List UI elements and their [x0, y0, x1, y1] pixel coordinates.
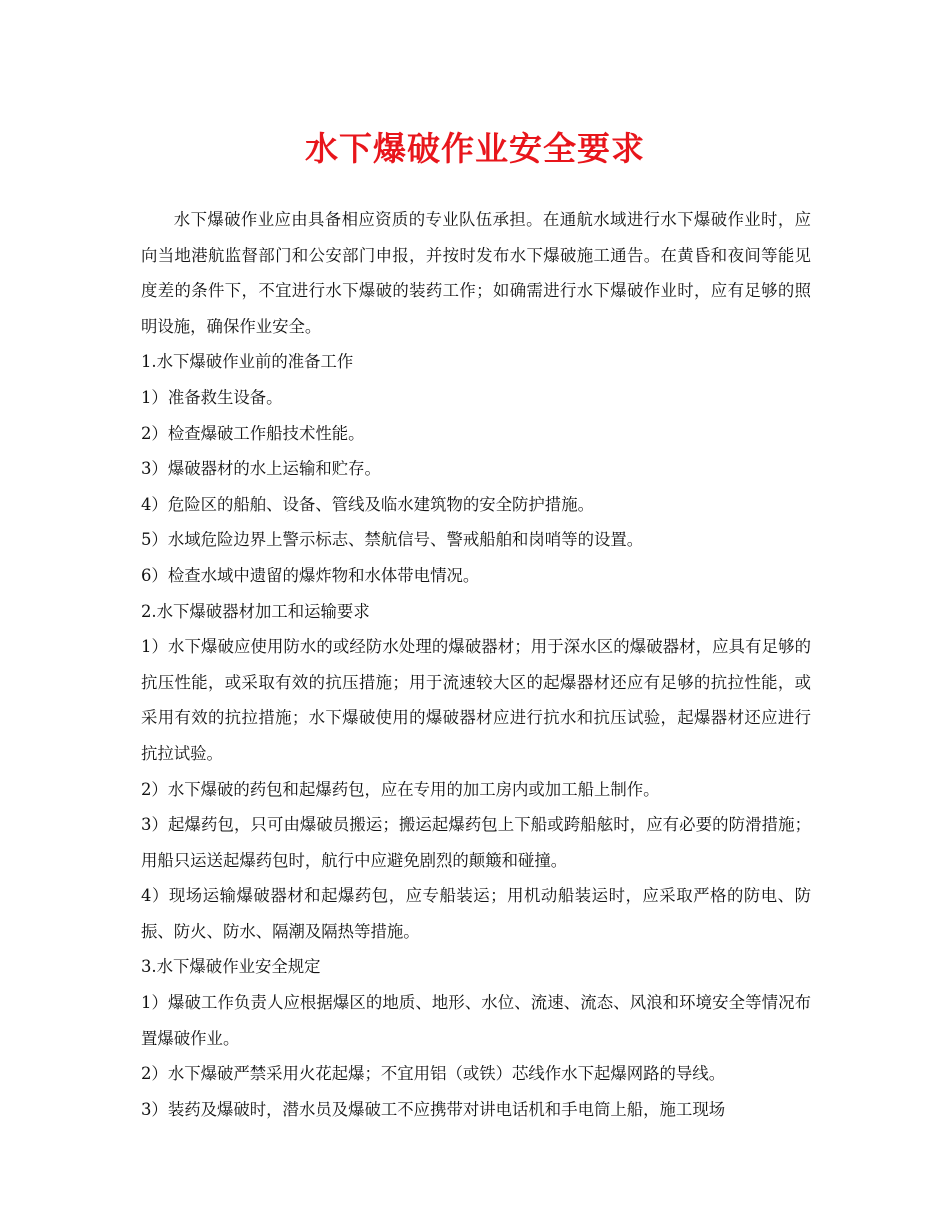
list-item: 1）准备救生设备。: [141, 387, 283, 407]
section-heading: 2.水下爆破器材加工和运输要求: [141, 601, 370, 621]
list-item: 4）危险区的船舶、设备、管线及临水建筑物的安全防护措施。: [141, 494, 594, 514]
list-item: 2）检查爆破工作船技术性能。: [141, 423, 365, 443]
document-body: [141, 202, 811, 1127]
list-item: 2）水下爆破严禁采用火花起爆；不宜用铝（或铁）芯线作水下起爆网路的导线。: [141, 1064, 726, 1084]
list-item: 1）爆破工作负责人应根据爆区的地质、地形、水位、流速、流态、风浪和环境安全等情况布置爆破作业。: [141, 993, 811, 1048]
section-heading: 3.水下爆破作业安全规定: [141, 957, 321, 977]
list-item: 1）水下爆破应使用防水的或经防水处理的爆破器材；用于深水区的爆破器材，应具有足够的抗压性能，或采取有效的抗压措施；用于流速较大区的起爆器材还应有足够的抗拉性能，或采用有效的抗拉措施；水下爆破使用的爆破器材应进行抗水和抗压试验，起爆器材还应进行抗拉试验。: [141, 637, 811, 763]
list-item: 5）水域危险边界上警示标志、禁航信号、警戒船舶和岗哨等的设置。: [141, 530, 644, 550]
intro-paragraph: 水下爆破作业应由具备相应资质的专业队伍承担。在通航水域进行水下爆破作业时，应向当地港航监督部门和公安部门申报，并按时发布水下爆破施工通告。在黄昏和夜间等能见度差的条件下，不宜进行水下爆破的装药工作；如确需进行水下爆破作业时，应有足够的照明设施，确保作业安全。: [141, 210, 811, 336]
list-item: 3）装药及爆破时，潜水员及爆破工不应携带对讲电话机和手电筒上船，施工现场: [141, 1099, 726, 1119]
document-title: 水下爆破作业安全要求: [305, 129, 645, 168]
list-item: 4）现场运输爆破器材和起爆药包，应专船装运；用机动船装运时，应采取严格的防电、防振、防火、防水、隔潮及隔热等措施。: [141, 886, 811, 941]
list-item: 6）检查水域中遗留的爆炸物和水体带电情况。: [141, 565, 480, 585]
list-item: 2）水下爆破的药包和起爆药包，应在专用的加工房内或加工船上制作。: [141, 779, 660, 799]
section-heading: 1.水下爆破作业前的准备工作: [141, 352, 354, 372]
list-item: 3）爆破器材的水上运输和贮存。: [141, 459, 381, 479]
list-item: 3）起爆药包，只可由爆破员搬运；搬运起爆药包上下船或跨船舷时，应有必要的防滑措施；用船只运送起爆药包时，航行中应避免剧烈的颠簸和碰撞。: [141, 815, 811, 870]
